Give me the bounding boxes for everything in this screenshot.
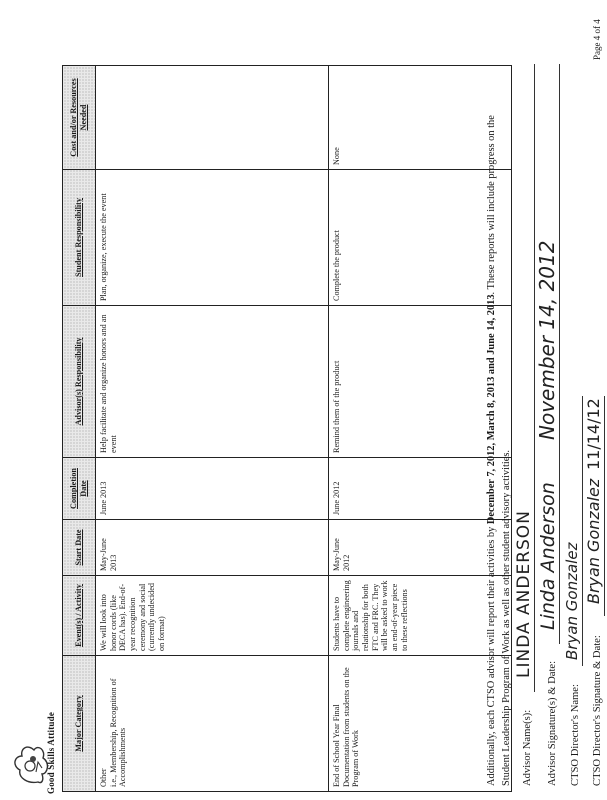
cell-category: End of School Year Final Documentation from students on the Program of Work bbox=[329, 656, 512, 792]
header-start-date: Start Date bbox=[63, 520, 96, 576]
advisor-name-label: Advisor Name(s): bbox=[522, 709, 533, 786]
advisor-signature-label: Advisor Signature(s) & Date: bbox=[547, 660, 558, 786]
cell-completion: June 2013 bbox=[96, 458, 329, 520]
director-name-label: CTSO Director's Name: bbox=[570, 684, 581, 786]
header-major-category: Major Category bbox=[63, 656, 96, 792]
advisor-date-value: November 14, 2012 bbox=[535, 240, 559, 440]
table-header-row bbox=[63, 66, 96, 792]
cell-student: Complete the product bbox=[329, 170, 512, 306]
cell-start: May-June 2013 bbox=[96, 520, 329, 576]
header-event-activity: Event(s) / Activity bbox=[63, 576, 96, 656]
cell-advisor: Remind them of the product bbox=[329, 306, 512, 458]
paragraph-text-start: Additionally, each CTSO advisor will report their activities by bbox=[486, 524, 497, 786]
director-name-line bbox=[582, 396, 583, 666]
director-name-value: Bryan Gonzalez bbox=[563, 542, 581, 660]
cell-cost bbox=[96, 66, 329, 170]
cell-event: We will look into honor cords (like DECA has). End-of-year recognition ceremony and social (currently undecided on format) bbox=[96, 576, 329, 656]
table-row bbox=[96, 66, 329, 792]
cell-completion: June 2012 bbox=[329, 458, 512, 520]
advisor-signature-line bbox=[559, 64, 560, 644]
header-advisor-responsibility: Advisor(s) Responsibility bbox=[63, 306, 96, 458]
cell-student: Plan, organize, execute the event bbox=[96, 170, 329, 306]
director-date-value: 11/14/12 bbox=[584, 398, 603, 470]
advisor-signature-value: Linda Anderson bbox=[537, 482, 559, 630]
page-number: Page 4 of 4 bbox=[592, 19, 602, 60]
header-cost-resources: Cost and/or Resources Needed bbox=[63, 66, 96, 170]
logo-text: Good Skills Attitude bbox=[46, 711, 56, 794]
program-of-work-table bbox=[62, 65, 512, 792]
director-signature-line bbox=[604, 396, 605, 616]
cell-advisor: Help facilitate and organize honors and an event bbox=[96, 306, 329, 458]
cell-cost: None bbox=[329, 66, 512, 170]
cell-event: Students have to complete engineering journals and relationship for both FTC and FRC. They will be asked to work an end-of-year piece to these reflections bbox=[329, 576, 512, 656]
advisor-name-value: LINDA ANDERSON bbox=[514, 510, 534, 678]
director-signature-label: CTSO Director's Signature & Date: bbox=[592, 635, 603, 786]
cell-category: Other i.e., Membership, Recognition of Accomplishments bbox=[96, 656, 329, 792]
paragraph-text-end: . These reports will include progress on the Student Leadership Program of Work as well as other student advisory activities. bbox=[486, 115, 513, 786]
header-student-responsibility: Student Responsibility bbox=[63, 170, 96, 306]
reporting-paragraph bbox=[484, 86, 514, 786]
director-signature-value: Bryan Gonzalez bbox=[584, 478, 603, 604]
header-completion-date: Completion Date bbox=[63, 458, 96, 520]
paragraph-report-dates: December 7, 2012, March 8, 2013 and June 14, 2013 bbox=[486, 294, 497, 525]
cell-start: May-June 2012 bbox=[329, 520, 512, 576]
